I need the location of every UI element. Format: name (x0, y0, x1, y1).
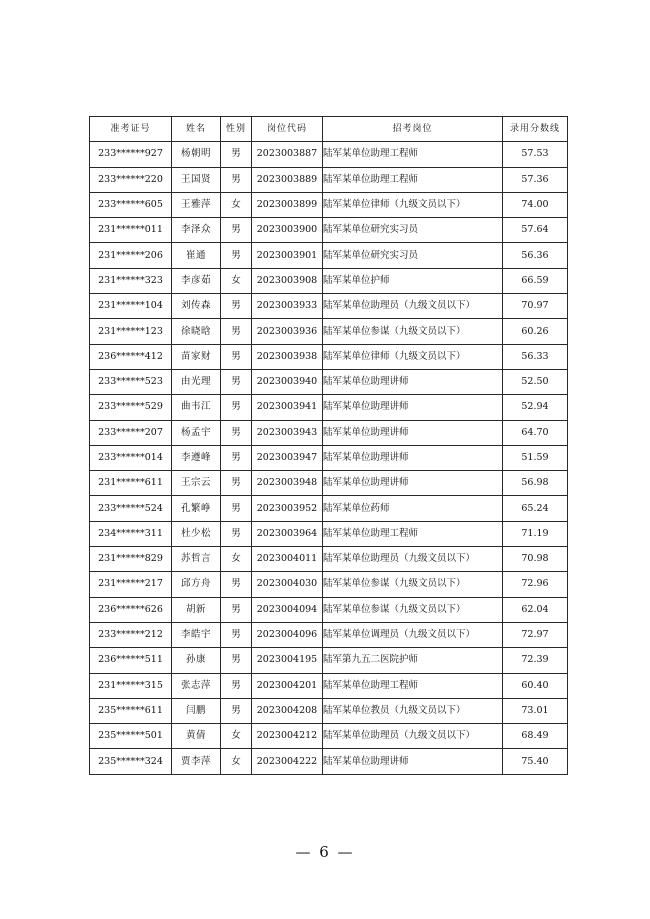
table-row (90, 243, 568, 268)
cell-gender: 男 (221, 471, 252, 496)
cell-gender: 男 (221, 243, 252, 268)
cell-post: 陆军某单位参谋（九级文员以下） (323, 597, 503, 622)
cell-exam-id: 233******927 (90, 142, 172, 167)
cell-post: 陆军某单位助理工程师 (323, 521, 503, 546)
cell-post: 陆军某单位调理员（九级文员以下） (323, 622, 503, 647)
cell-gender: 男 (221, 369, 252, 394)
header-post-code: 岗位代码 (252, 117, 323, 142)
cell-exam-id: 231******829 (90, 547, 172, 572)
cell-post: 陆军某单位助理员（九级文员以下） (323, 294, 503, 319)
cell-score: 51.59 (503, 445, 568, 470)
cell-post-code: 2023004201 (252, 673, 323, 698)
cell-gender: 女 (221, 724, 252, 749)
table-row (90, 369, 568, 394)
cell-name: 由光理 (172, 369, 221, 394)
cell-name: 李泽众 (172, 218, 221, 243)
cell-post-code: 2023003947 (252, 445, 323, 470)
cell-post: 陆军某单位教员（九级文员以下） (323, 698, 503, 723)
cell-post-code: 2023003889 (252, 167, 323, 192)
cell-exam-id: 233******524 (90, 496, 172, 521)
cell-gender: 男 (221, 496, 252, 521)
cell-post-code: 2023004096 (252, 622, 323, 647)
cell-exam-id: 235******501 (90, 724, 172, 749)
cell-exam-id: 231******217 (90, 572, 172, 597)
cell-gender: 男 (221, 648, 252, 673)
cell-exam-id: 233******605 (90, 192, 172, 217)
cell-name: 杜少松 (172, 521, 221, 546)
cell-exam-id: 234******311 (90, 521, 172, 546)
cell-score: 56.98 (503, 471, 568, 496)
cell-name: 刘传森 (172, 294, 221, 319)
cell-post-code: 2023004222 (252, 749, 323, 774)
cell-exam-id: 235******324 (90, 749, 172, 774)
cell-name: 邱方舟 (172, 572, 221, 597)
cell-post: 陆军某单位助理员（九级文员以下） (323, 724, 503, 749)
cell-score: 52.94 (503, 395, 568, 420)
cell-score: 65.24 (503, 496, 568, 521)
table-row (90, 344, 568, 369)
cell-score: 64.70 (503, 420, 568, 445)
cell-score: 72.39 (503, 648, 568, 673)
cell-post: 陆军某单位助理工程师 (323, 673, 503, 698)
cell-score: 56.36 (503, 243, 568, 268)
cell-gender: 男 (221, 395, 252, 420)
cell-exam-id: 231******323 (90, 268, 172, 293)
cell-name: 李皓宇 (172, 622, 221, 647)
table-row (90, 294, 568, 319)
cell-post-code: 2023004094 (252, 597, 323, 622)
cell-score: 66.59 (503, 268, 568, 293)
cell-exam-id: 231******611 (90, 471, 172, 496)
cell-gender: 男 (221, 445, 252, 470)
cell-exam-id: 233******207 (90, 420, 172, 445)
cell-post-code: 2023003964 (252, 521, 323, 546)
cell-post: 陆军某单位助理讲师 (323, 749, 503, 774)
cell-post: 陆军某单位参谋（九级文员以下） (323, 319, 503, 344)
cell-post-code: 2023004212 (252, 724, 323, 749)
table-row (90, 749, 568, 774)
cell-post: 陆军某单位研究实习员 (323, 218, 503, 243)
cell-exam-id: 231******104 (90, 294, 172, 319)
cell-name: 曲韦江 (172, 395, 221, 420)
cell-post: 陆军某单位助理讲师 (323, 369, 503, 394)
cell-name: 李遵峰 (172, 445, 221, 470)
table-row (90, 698, 568, 723)
cell-name: 崔通 (172, 243, 221, 268)
table-row (90, 648, 568, 673)
table-row (90, 521, 568, 546)
cell-name: 杨朝明 (172, 142, 221, 167)
table-body (90, 142, 568, 774)
cell-name: 孙康 (172, 648, 221, 673)
cell-exam-id: 233******212 (90, 622, 172, 647)
cell-exam-id: 231******011 (90, 218, 172, 243)
cell-name: 李彦茹 (172, 268, 221, 293)
cell-name: 王宗云 (172, 471, 221, 496)
table-row (90, 597, 568, 622)
cell-exam-id: 233******220 (90, 167, 172, 192)
cell-score: 73.01 (503, 698, 568, 723)
cell-gender: 女 (221, 268, 252, 293)
cell-post-code: 2023003940 (252, 369, 323, 394)
cell-exam-id: 235******611 (90, 698, 172, 723)
table-row (90, 445, 568, 470)
cell-post-code: 2023003936 (252, 319, 323, 344)
table-row (90, 192, 568, 217)
cell-score: 52.50 (503, 369, 568, 394)
cell-score: 74.00 (503, 192, 568, 217)
cell-gender: 男 (221, 420, 252, 445)
cell-post: 陆军某单位研究实习员 (323, 243, 503, 268)
cell-post-code: 2023004030 (252, 572, 323, 597)
table-row (90, 724, 568, 749)
cell-name: 杨孟宇 (172, 420, 221, 445)
cell-post-code: 2023003887 (252, 142, 323, 167)
cell-exam-id: 236******412 (90, 344, 172, 369)
cell-name: 孔繁峥 (172, 496, 221, 521)
cell-score: 72.96 (503, 572, 568, 597)
cell-post-code: 2023003948 (252, 471, 323, 496)
cell-score: 70.97 (503, 294, 568, 319)
table-row (90, 572, 568, 597)
cell-post-code: 2023003933 (252, 294, 323, 319)
cell-gender: 男 (221, 698, 252, 723)
cell-score: 57.36 (503, 167, 568, 192)
cell-score: 56.33 (503, 344, 568, 369)
table-row (90, 673, 568, 698)
cell-post-code: 2023004208 (252, 698, 323, 723)
cell-score: 57.53 (503, 142, 568, 167)
cell-post-code: 2023003943 (252, 420, 323, 445)
cell-gender: 女 (221, 749, 252, 774)
cell-exam-id: 231******315 (90, 673, 172, 698)
cell-name: 王雅萍 (172, 192, 221, 217)
table-row (90, 167, 568, 192)
cell-exam-id: 236******511 (90, 648, 172, 673)
cell-post: 陆军某单位助理讲师 (323, 395, 503, 420)
cell-gender: 男 (221, 294, 252, 319)
table-row (90, 395, 568, 420)
cell-score: 68.49 (503, 724, 568, 749)
cell-post: 陆军某单位参谋（九级文员以下） (323, 572, 503, 597)
cell-post-code: 2023003938 (252, 344, 323, 369)
cell-name: 苏哲言 (172, 547, 221, 572)
cell-post-code: 2023003899 (252, 192, 323, 217)
cell-post-code: 2023003941 (252, 395, 323, 420)
cell-post: 陆军某单位助理讲师 (323, 420, 503, 445)
cell-score: 72.97 (503, 622, 568, 647)
header-post: 招考岗位 (323, 117, 503, 142)
cell-post-code: 2023003908 (252, 268, 323, 293)
cell-name: 苗家财 (172, 344, 221, 369)
cell-post: 陆军某单位律师（九级文员以下） (323, 192, 503, 217)
cell-name: 王国贤 (172, 167, 221, 192)
cell-name: 闫鹏 (172, 698, 221, 723)
cell-post-code: 2023004011 (252, 547, 323, 572)
cell-gender: 男 (221, 319, 252, 344)
cell-gender: 男 (221, 344, 252, 369)
header-score: 录用分数线 (503, 117, 568, 142)
page-number: — 6 — (295, 843, 355, 861)
cell-gender: 男 (221, 521, 252, 546)
table-row (90, 496, 568, 521)
cell-post-code: 2023004195 (252, 648, 323, 673)
cell-score: 60.40 (503, 673, 568, 698)
cell-exam-id: 231******123 (90, 319, 172, 344)
cell-post-code: 2023003900 (252, 218, 323, 243)
header-name: 姓名 (172, 117, 221, 142)
cell-gender: 男 (221, 622, 252, 647)
table-row (90, 142, 568, 167)
cell-score: 71.19 (503, 521, 568, 546)
table-row (90, 268, 568, 293)
cell-gender: 男 (221, 673, 252, 698)
table-row (90, 622, 568, 647)
cell-name: 徐晓晗 (172, 319, 221, 344)
cell-exam-id: 233******523 (90, 369, 172, 394)
cell-post: 陆军某单位助理讲师 (323, 471, 503, 496)
header-gender: 性别 (221, 117, 252, 142)
cell-gender: 男 (221, 218, 252, 243)
cell-exam-id: 233******529 (90, 395, 172, 420)
cell-exam-id: 236******626 (90, 597, 172, 622)
cell-score: 60.26 (503, 319, 568, 344)
cell-post: 陆军某单位助理员（九级文员以下） (323, 547, 503, 572)
cell-post: 陆军某单位助理工程师 (323, 142, 503, 167)
cell-exam-id: 231******206 (90, 243, 172, 268)
table-header-row (90, 117, 568, 142)
admission-score-table (89, 116, 568, 775)
cell-post: 陆军某单位律师（九级文员以下） (323, 344, 503, 369)
cell-post: 陆军某单位助理工程师 (323, 167, 503, 192)
cell-gender: 男 (221, 142, 252, 167)
cell-post-code: 2023003952 (252, 496, 323, 521)
cell-post: 陆军某单位助理讲师 (323, 445, 503, 470)
cell-gender: 男 (221, 167, 252, 192)
cell-name: 黄倩 (172, 724, 221, 749)
header-exam-id: 准考证号 (90, 117, 172, 142)
cell-post: 陆军某单位药师 (323, 496, 503, 521)
table-row (90, 420, 568, 445)
cell-name: 张志萍 (172, 673, 221, 698)
table-row (90, 319, 568, 344)
cell-score: 75.40 (503, 749, 568, 774)
cell-name: 胡新 (172, 597, 221, 622)
cell-score: 62.04 (503, 597, 568, 622)
cell-score: 70.98 (503, 547, 568, 572)
cell-gender: 男 (221, 572, 252, 597)
cell-post-code: 2023003901 (252, 243, 323, 268)
cell-post: 陆军某单位护师 (323, 268, 503, 293)
cell-gender: 女 (221, 547, 252, 572)
table-row (90, 547, 568, 572)
cell-gender: 女 (221, 192, 252, 217)
cell-score: 57.64 (503, 218, 568, 243)
table-row (90, 471, 568, 496)
cell-name: 贾李萍 (172, 749, 221, 774)
cell-exam-id: 233******014 (90, 445, 172, 470)
table-row (90, 218, 568, 243)
cell-gender: 男 (221, 597, 252, 622)
cell-post: 陆军第九五二医院护师 (323, 648, 503, 673)
